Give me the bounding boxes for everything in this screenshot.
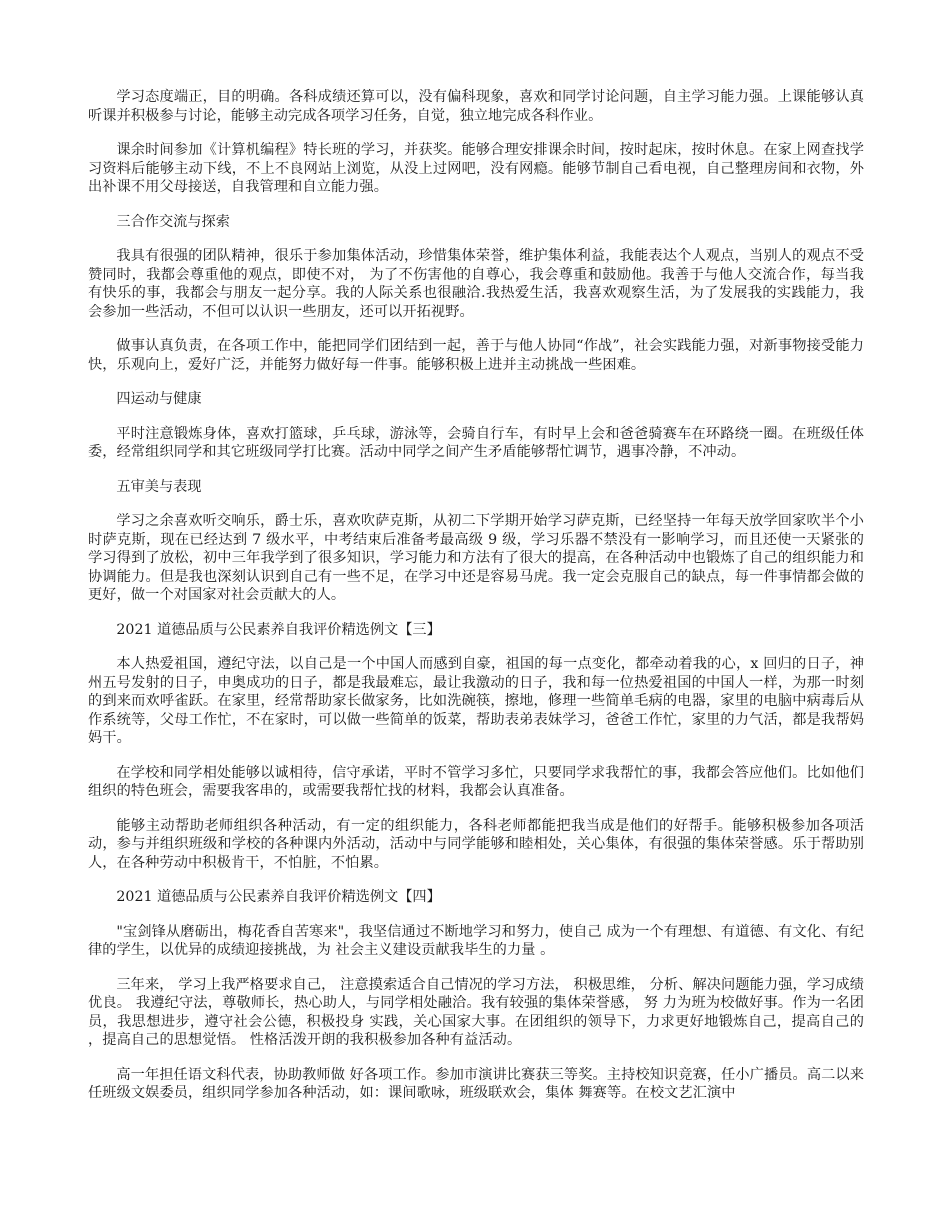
paragraph: 平时注意锻炼身体，喜欢打篮球，乒乓球，游泳等，会骑自行车，有时早上会和爸爸骑赛车在环路绕一圈。在班级任体委，经常组织同学和其它班级同学打比赛。活动中同学之间产生矛盾能够帮忙调节，遇事冷静，不冲动。 xyxy=(88,425,864,460)
paragraph: 学习之余喜欢听交响乐，爵士乐，喜欢吹萨克斯，从初二下学期开始学习萨克斯，已经坚持一年每天放学回家吹半个小时萨克斯，现在已经达到 7 级水平，中考结束后准备考最高级 9 级，学习乐器不禁没有一影响学习，而且还使一天紧张的学习得到了放松，初中三年我学到了很多知识，学习能力和方法有了很大的提高，在各种活动中也锻炼了自己的组织能力和协调能力。但是我也深刻认识到自己有一些不足，在学习中还是容易马虎。我一定会克服自己的缺点，每一件事情都会做的更好，做一个对国家对社会贡献大的人。 xyxy=(88,513,864,603)
section-heading: 2021 道德品质与公民素养自我评价精选例文【四】 xyxy=(116,889,441,905)
section-heading: 五审美与表现 xyxy=(116,478,202,495)
paragraph: 本人热爱祖国，遵纪守法，以自己是一个中国人而感到自豪，祖国的每一点变化，都牵动着我的心，x 回归的日子，神州五号发射的日子，申奥成功的日子，都是我最难忘，最让我激动的日子，我和每一位热爱祖国的中国人一样，为那一时刻的到来而欢呼雀跃。在家里，经常帮助家长做家务，比如洗碗筷，擦地，修理一些简单毛病的电器，家里的电脑中病毒后从作系统等，父母工作忙，不在家时，可以做一些简单的饭菜，帮助表弟表妹学习，爸爸工作忙，家里的力气活，都是我帮妈妈干。 xyxy=(88,656,864,746)
section-heading: 四运动与健康 xyxy=(116,391,202,407)
paragraph: 课余时间参加《计算机编程》特长班的学习，并获奖。能够合理安排课余时间，按时起床，按时休息。在家上网查找学习资料后能够主动下线，不上不良网站上浏览，从没上过网吧，没有网瘾。能够节制自己看电视，自己整理房间和衣物，外出补课不用父母接送，自我管理和自立能力强。 xyxy=(88,142,864,195)
paragraph: 我具有很强的团队精神，很乐于参加集体活动，珍惜集体荣誉，维护集体利益，我能表达个人观点，当别人的观点不受赞同时，我都会尊重他的观点，即使不对， 为了不伤害他的自尊心，我会尊重和鼓励他。我善于与他人交流合作，每当我有快乐的事，我都会与朋友一起分享。我的人际关系也很融洽.我热爱生活，我喜欢观察生活，为了发展我的实践能力，我会参加一些活动，不但可以认识一些朋友，还可以开拓视野。 xyxy=(88,248,864,320)
paragraph: 高一年担任语文科代表，协助教师做 好各项工作。参加市演讲比赛获三等奖。主持校知识竞赛，任小广播员。高二以来任班级文娱委员，组织同学参加各种活动，如：课间歌咏，班级联欢会，集体 舞赛等。在校文艺汇演中 xyxy=(88,1066,864,1101)
paragraph: 学习态度端正，目的明确。各科成绩还算可以，没有偏科现象，喜欢和同学讨论问题，自主学习能力强。上课能够认真听课并积极参与讨论，能够主动完成各项学习任务，自觉，独立地完成各科作业。 xyxy=(88,89,864,124)
section-heading: 2021 道德品质与公民素养自我评价精选例文【三】 xyxy=(116,621,441,638)
document-page xyxy=(88,88,864,1119)
paragraph: 能够主动帮助老师组织各种活动，有一定的组织能力，各科老师都能把我当成是他们的好帮手。能够积极参加各项活动，参与并组织班级和学校的各种课内外活动，活动中与同学能够和睦相处，关心集体，有很强的集体荣誉感。乐于帮助别人，在各种劳动中积极肯干，不怕脏，不怕累。 xyxy=(88,817,864,871)
paragraph: 做事认真负责，在各项工作中，能把同学们团结到一起，善于与他人协同“作战”，社会实践能力强，对新事物接受能力快，乐观向上，爱好广泛，并能努力做好每一件事。能够积极上进并主动挑战一些困难。 xyxy=(88,338,864,373)
section-heading: 三合作交流与探索 xyxy=(116,213,230,230)
paragraph: 三年来， 学习上我严格要求自己， 注意摸索适合自己情况的学习方法， 积极思维， 分析、解决问题能力强，学习成绩优良。 我遵纪守法，尊敬师长，热心助人，与同学相处融洽。我有较强的集体荣誉感， 努 力为班为校做好事。作为一名团员，我思想进步，遵守社会公德，积极投身 实践，关心国家大事。在团组织的领导下，力求更好地锻炼自己，提高自己的 ，提高自己的思想觉悟。 性格活泼开朗的我积极参加各种有益活动。 xyxy=(88,976,864,1048)
paragraph: 在学校和同学相处能够以诚相待，信守承诺，平时不管学习多忙，只要同学求我帮忙的事，我都会答应他们。比如他们组织的特色班会，需要我客串的，或需要我帮忙找的材料，我都会认真准备。 xyxy=(88,764,864,799)
paragraph: "宝剑锋从磨砺出，梅花香自苦寒来"，我坚信通过不断地学习和努力，使自己 成为一个有理想、有道德、有文化、有纪律的学生，以优异的成绩迎接挑战，为 社会主义建设贡献我毕生的力量 。 xyxy=(88,923,864,958)
